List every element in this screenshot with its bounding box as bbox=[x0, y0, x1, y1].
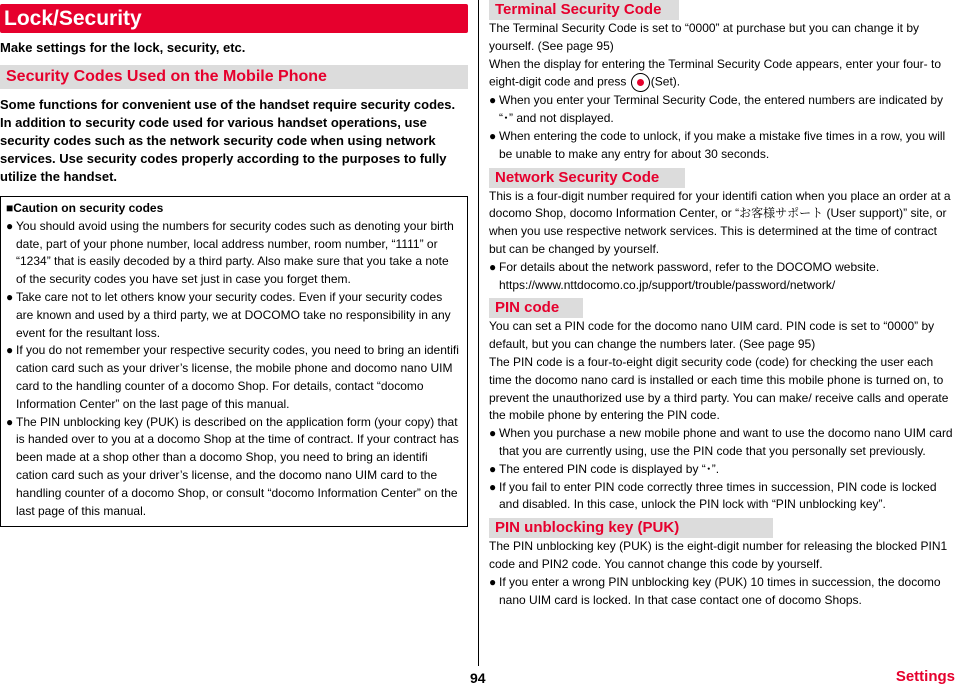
bullet-icon: ● bbox=[489, 128, 497, 143]
caution-item bbox=[6, 289, 459, 342]
bullet-icon: ● bbox=[489, 259, 497, 274]
puk-bullet-text: If you enter a wrong PIN unblocking key (PUK) 10 times in succession, the docomo nano UIM card is locked. In that case contact one of docomo Shops. bbox=[499, 574, 941, 607]
network-para: This is a four-digit number required for your identifi cation when you place an order at a docomo Shop, docomo Information Center, or “お客様サポート (User support)” site, or when you use respective network services. This is determined at the time of contract but can be changed by yourself. bbox=[489, 188, 951, 256]
terminal-bullet-text: When entering the code to unlock, if you make a mistake five times in a row, you will be unable to make any entry for about 30 seconds. bbox=[499, 128, 946, 161]
bullet-icon: ● bbox=[489, 426, 497, 441]
caution-title: ■Caution on security codes bbox=[6, 201, 164, 215]
network-bullet bbox=[489, 259, 955, 295]
caution-item bbox=[6, 218, 459, 289]
caution-item-text: If you do not remember your respective security codes, you need to bring an identifi cation card such as your driver’s license, the mobile phone and docomo nano UIM card to the handling counter of a docomo Shop. For details, contact “docomo Information Center” on the last page of this manual. bbox=[16, 343, 459, 411]
puk-title: PIN unblocking key (PUK) bbox=[489, 518, 773, 538]
bullet-icon: ● bbox=[6, 414, 14, 429]
terminal-para-1: The Terminal Security Code is set to “0000” at purchase but you can change it by yourself. (See page 95) bbox=[489, 21, 920, 53]
network-security-title: Network Security Code bbox=[489, 168, 685, 188]
pin-bullet-text: If you fail to enter PIN code correctly three times in succession, PIN code is locked and disabled. In this case, unlock the PIN lock with “PIN unblocking key”. bbox=[499, 479, 937, 512]
caution-item-text: You should avoid using the numbers for security codes such as denoting your birth date, part of your phone number, local address number, room number, “1111” or “1234” that is easily decoded by a third party. Also make sure that you take a note of the security codes you have set just in case you forget them. bbox=[16, 218, 454, 287]
caution-item-text: The PIN unblocking key (PUK) is described on the application form (your copy) that is handed over to you at a docomo Shop at the time of contract. If your contract has been made at a shop other than a docomo Shop, you need to bring an identifi cation card such as your driver’s license, and the docomo nano UIM card to the handling counter of a docomo Shop, or consult “docomo Information Center” on the last page of this manual. bbox=[16, 414, 459, 518]
footer-section-label: Settings bbox=[895, 668, 955, 685]
pin-bullet bbox=[489, 479, 955, 515]
terminal-bullet bbox=[489, 128, 955, 164]
right-column bbox=[489, 0, 955, 609]
bullet-icon: ● bbox=[489, 93, 497, 108]
enter-key-icon bbox=[631, 73, 650, 92]
network-url: https://www.nttdocomo.co.jp/support/trouble/password/network/ bbox=[499, 277, 836, 292]
pin-bullet bbox=[489, 461, 955, 479]
left-column bbox=[0, 4, 468, 527]
pin-bullet bbox=[489, 425, 955, 461]
caution-item bbox=[6, 414, 459, 521]
terminal-bullet-text: When you enter your Terminal Security Code, the entered numbers are indicated by “･” and not displayed. bbox=[499, 93, 944, 126]
pin-bullet-text: When you purchase a new mobile phone and want to use the docomo nano UIM card that you are currently using, use the PIN code that you personally set previously. bbox=[499, 426, 953, 458]
bullet-icon: ● bbox=[489, 479, 497, 494]
bullet-icon: ● bbox=[6, 343, 14, 358]
bullet-icon: ● bbox=[6, 289, 14, 304]
pin-code-title: PIN code bbox=[489, 298, 583, 318]
terminal-security-title: Terminal Security Code bbox=[489, 0, 679, 20]
network-bullet-text: For details about the network password, refer to the DOCOMO website. bbox=[499, 259, 880, 274]
terminal-para-2-text: When the display for entering the Terminal Security Code appears, enter your four- to eight-digit code and press bbox=[489, 56, 942, 90]
page-number: 94 bbox=[470, 670, 486, 686]
pin-bullet-text: The entered PIN code is displayed by “･”. bbox=[499, 461, 720, 476]
caution-box bbox=[0, 196, 468, 527]
bullet-icon: ● bbox=[6, 218, 14, 233]
column-divider bbox=[478, 0, 479, 666]
chapter-intro: Make settings for the lock, security, etc. bbox=[0, 40, 246, 55]
caution-item bbox=[6, 342, 459, 413]
section-title: Security Codes Used on the Mobile Phone bbox=[0, 65, 468, 89]
pin-para-2: The PIN code is a four-to-eight digit security code (code) for checking the user each time the docomo nano card is installed or each time this mobile phone is turned on, to prevent the unauthorized use by a third party. You can make/ receive calls and operate the mobile phone by entering the PIN code. bbox=[489, 354, 949, 423]
puk-bullet bbox=[489, 574, 955, 610]
terminal-para-2 bbox=[489, 56, 955, 93]
bullet-icon: ● bbox=[489, 461, 497, 476]
section-intro: Some functions for convenient use of the handset require security codes. In addition to security code used for various handset operations, use security codes such as the network security code when using network services. Use security codes properly according to the purposes to fully utilize the handset. bbox=[0, 97, 456, 184]
terminal-para-2-suffix: (Set). bbox=[650, 75, 681, 90]
pin-para-1: You can set a PIN code for the docomo nano UIM card. PIN code is set to “0000” by default, but you can change the numbers later. (See page 95) bbox=[489, 319, 935, 352]
bullet-icon: ● bbox=[489, 574, 497, 589]
terminal-bullet bbox=[489, 92, 955, 128]
puk-para: The PIN unblocking key (PUK) is the eight-digit number for releasing the blocked PIN1 code and PIN2 code. You cannot change this code by yourself. bbox=[489, 539, 948, 571]
caution-title-text: Caution on security codes bbox=[13, 201, 164, 215]
chapter-title: Lock/Security bbox=[0, 4, 468, 33]
caution-item-text: Take care not to let others know your security codes. Even if your security codes are known and used by a third party, we at DOCOMO take no responsibility in any event for the resultant loss. bbox=[16, 289, 451, 340]
